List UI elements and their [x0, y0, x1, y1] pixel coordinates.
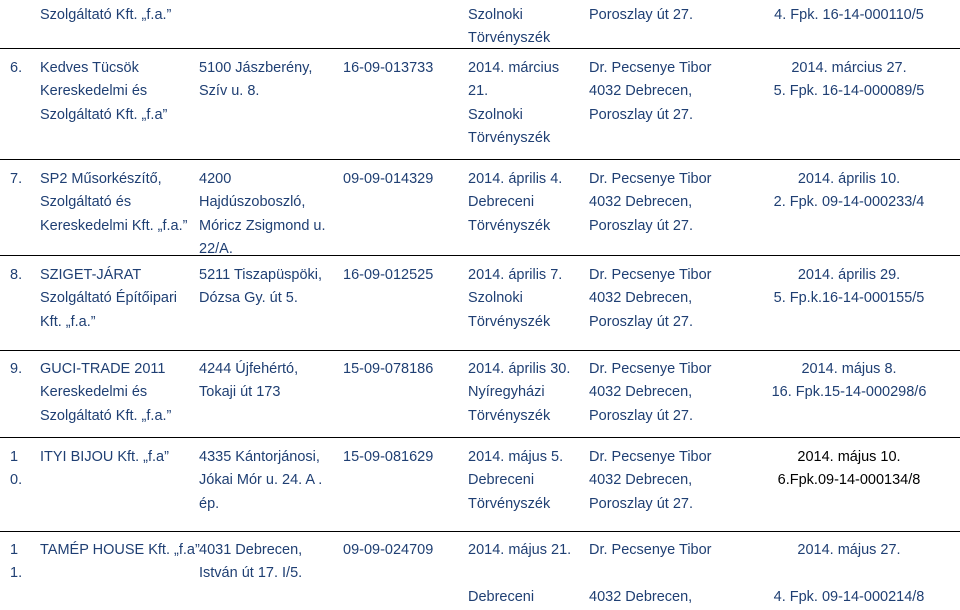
court-date: 2014. május 21. Debreceni [468, 542, 572, 605]
address: 4200 Hajdúszoboszló, Móricz Zsigmond u. 22/A. [199, 171, 326, 258]
company-registration-number: 09-09-024709 [343, 542, 434, 558]
liquidator: Dr. Pecsenye Tibor 4032 Debrecen, Poroszlay út 27. [589, 449, 712, 512]
court-date: Szolnoki Törvényszék [468, 7, 551, 47]
company-registration-number: 15-09-081629 [343, 449, 434, 465]
company-name: SZIGET-JÁRAT Szolgáltató Építőipari Kft. „f.a.” [40, 267, 178, 330]
liquidator: Dr. Pecsenye Tibor 4032 Debrecen, Poroszlay út 27. [589, 361, 712, 424]
liquidator: Dr. Pecsenye Tibor 4032 Debrecen, [589, 542, 712, 605]
table-rule [0, 531, 960, 532]
address: 4031 Debrecen, István út 17. I/5. [199, 542, 303, 582]
address: 4244 Újfehértó, Tokaji út 173 [199, 361, 299, 401]
registry-number: 4. Fpk. 16-14-000110/5 [774, 7, 924, 23]
company-registration-number: 16-09-013733 [343, 60, 434, 76]
company-name: TAMÉP HOUSE Kft. „f.a” [40, 542, 200, 558]
registry-number: 2014. május 27. 4. Fpk. 09-14-000214/8 [773, 542, 925, 605]
row-number: 7. [10, 171, 23, 187]
table-rule [0, 350, 960, 351]
company-name: GUCI-TRADE 2011 Kereskedelmi és Szolgáltató Kft. „f.a.” [40, 361, 172, 424]
row-number: 10. [10, 449, 23, 489]
company-registration-number: 09-09-014329 [343, 171, 434, 187]
registry-number: 2014. március 27. 5. Fpk. 16-14-000089/5 [773, 60, 925, 100]
company-name: ITYI BIJOU Kft. „f.a” [40, 449, 169, 465]
registry-number: 2014. április 29. 5. Fp.k.16-14-000155/5 [773, 267, 925, 307]
court-date: 2014. április 7. Szolnoki Törvényszék [468, 267, 563, 330]
registry-number: 2014. május 10. 6.Fpk.09-14-000134/8 [777, 449, 921, 489]
address: 5100 Jászberény, Szív u. 8. [199, 60, 313, 100]
registry-number: 2014. április 10. 2. Fpk. 09-14-000233/4 [773, 171, 925, 211]
liquidator: Dr. Pecsenye Tibor 4032 Debrecen, Poroszlay út 27. [589, 267, 712, 330]
row-number: 8. [10, 267, 23, 283]
table-rule [0, 159, 960, 160]
company-registration-number: 15-09-078186 [343, 361, 434, 377]
company-name: SP2 Műsorkészítő, Szolgáltató és Kereskedelmi Kft. „f.a.” [40, 171, 188, 234]
liquidator: Poroszlay út 27. [589, 7, 693, 23]
court-date: 2014. május 5. Debreceni Törvényszék [468, 449, 564, 512]
table-rule [0, 255, 960, 256]
row-number: 9. [10, 361, 23, 377]
liquidator: Dr. Pecsenye Tibor 4032 Debrecen, Poroszlay út 27. [589, 60, 712, 123]
row-number: 11. [10, 542, 23, 582]
address: 4335 Kántorjánosi, Jókai Mór u. 24. A . ép. [199, 449, 323, 512]
address: 5211 Tiszapüspöki, Dózsa Gy. út 5. [199, 267, 323, 307]
company-name: Kedves Tücsök Kereskedelmi és Szolgáltató Kft. „f.a” [40, 60, 168, 123]
table-rule [0, 437, 960, 438]
company-registration-number: 16-09-012525 [343, 267, 434, 283]
court-date: 2014. április 4. Debreceni Törvényszék [468, 171, 563, 234]
court-date: 2014. március 21. Szolnoki Törvényszék [468, 60, 560, 147]
court-date: 2014. április 30. Nyíregyházi Törvényszék [468, 361, 571, 424]
liquidator: Dr. Pecsenye Tibor 4032 Debrecen, Poroszlay út 27. [589, 171, 712, 234]
registry-number: 2014. május 8. 16. Fpk.15-14-000298/6 [771, 361, 927, 401]
row-number: 6. [10, 60, 23, 76]
company-name: Szolgáltató Kft. „f.a.” [40, 7, 172, 23]
